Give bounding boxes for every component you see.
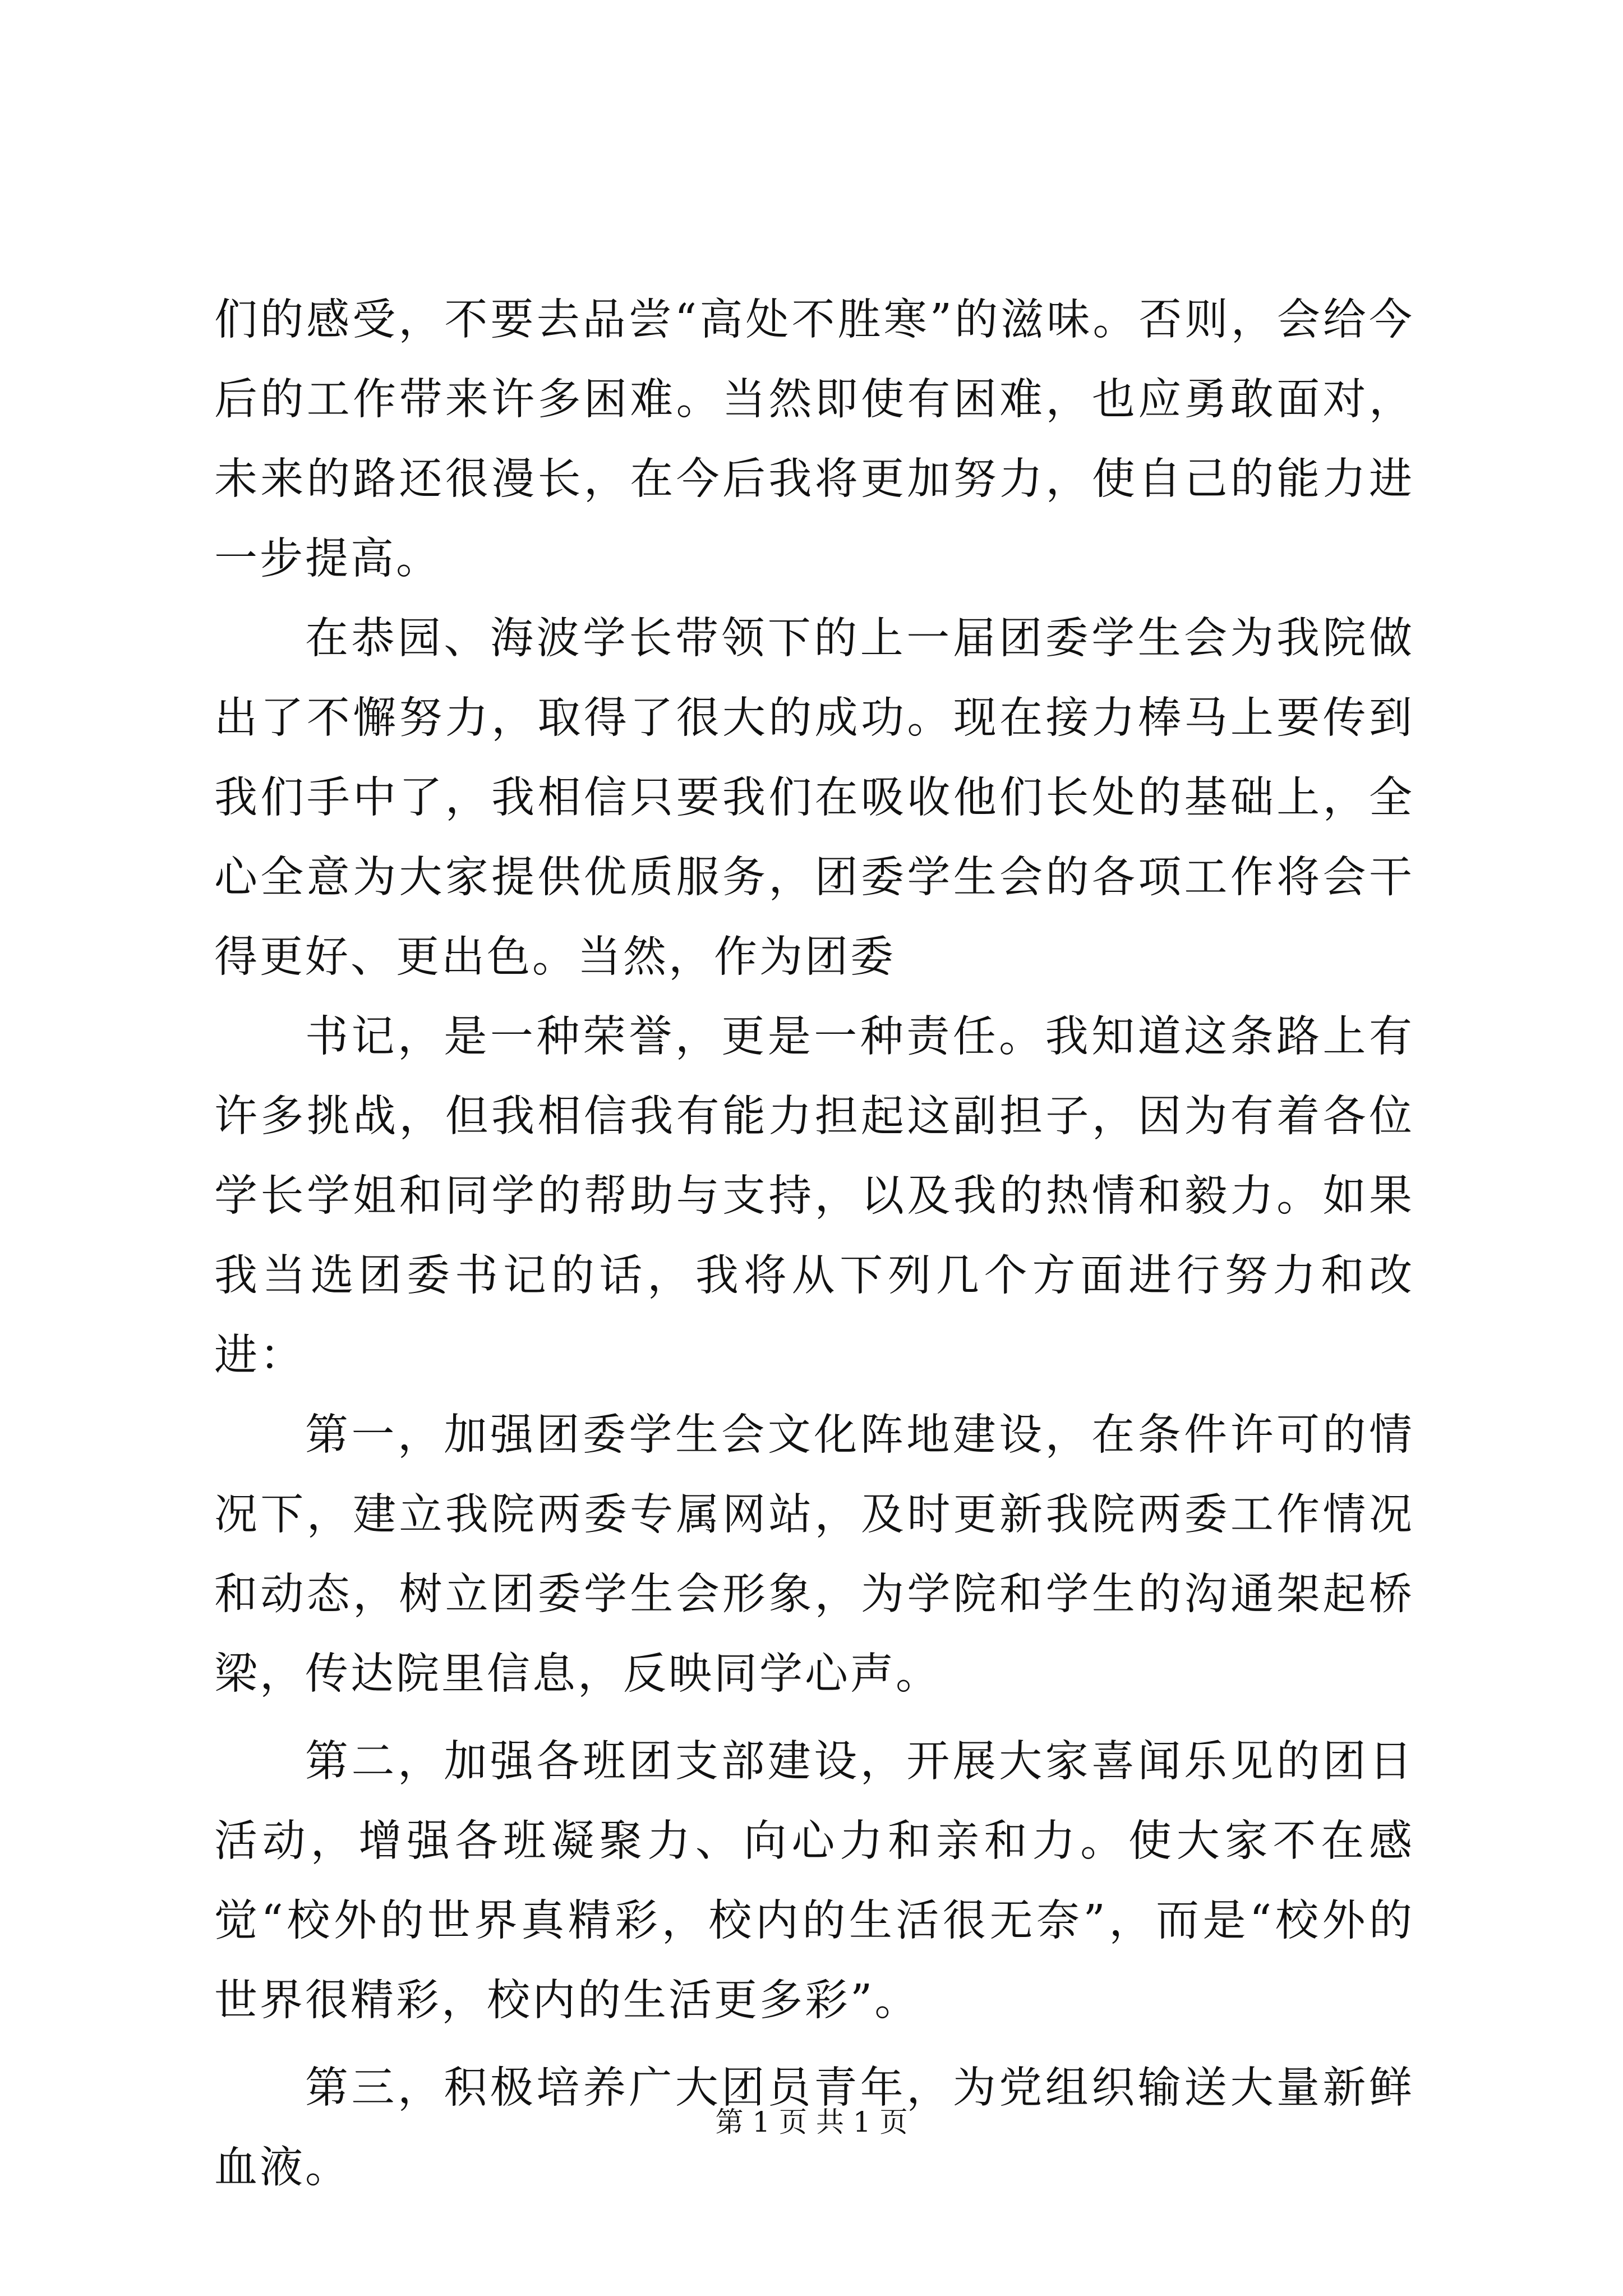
paragraph-2: 在恭园、海波学长带领下的上一届团委学生会为我院做出了不懈努力，取得了很大的成功。现在接力棒马上要传到我们手中了，我相信只要我们在吸收他们长处的基础上，全心全意为大家提供优质服务，团委学生会的各项工作将会干得更好、更出色。当然，作为团委 [214,614,1414,982]
paragraph-4: 第一，加强团委学生会文化阵地建设，在条件许可的情况下，建立我院两委专属网站，及时更新我院两委工作情况和动态，树立团委学生会形象，为学院和学生的沟通架起桥梁，传达院里信息，反映同学心声。 [214,1410,1414,1699]
paragraph-1: 们的感受，不要去品尝“高处不胜寒”的滋味。否则，会给今后的工作带来许多困难。当然即使有困难，也应勇敢面对，未来的路还很漫长，在今后我将更加努力，使自己的能力进一步提高。 [214,295,1414,584]
paragraph-5: 第二，加强各班团支部建设，开展大家喜闻乐见的团日活动，增强各班凝聚力、向心力和亲和力。使大家不在感觉“校外的世界真精彩，校内的生活很无奈”，而是“校外的世界很精彩，校内的生活更多彩”。 [214,1737,1414,2026]
document-body [214,280,1414,2208]
paragraph-6: 第三，积极培养广大团员青年，为党组织输送大量新鲜血液。 [214,2063,1414,2193]
page-footer: 第 1 页 共 1 页 [715,2106,908,2138]
paragraph-3: 书记，是一种荣誉，更是一种责任。我知道这条路上有许多挑战，但我相信我有能力担起这副担子，因为有着各位学长学姐和同学的帮助与支持，以及我的热情和毅力。如果我当选团委书记的话，我将从下列几个方面进行努力和改进： [214,1012,1414,1381]
